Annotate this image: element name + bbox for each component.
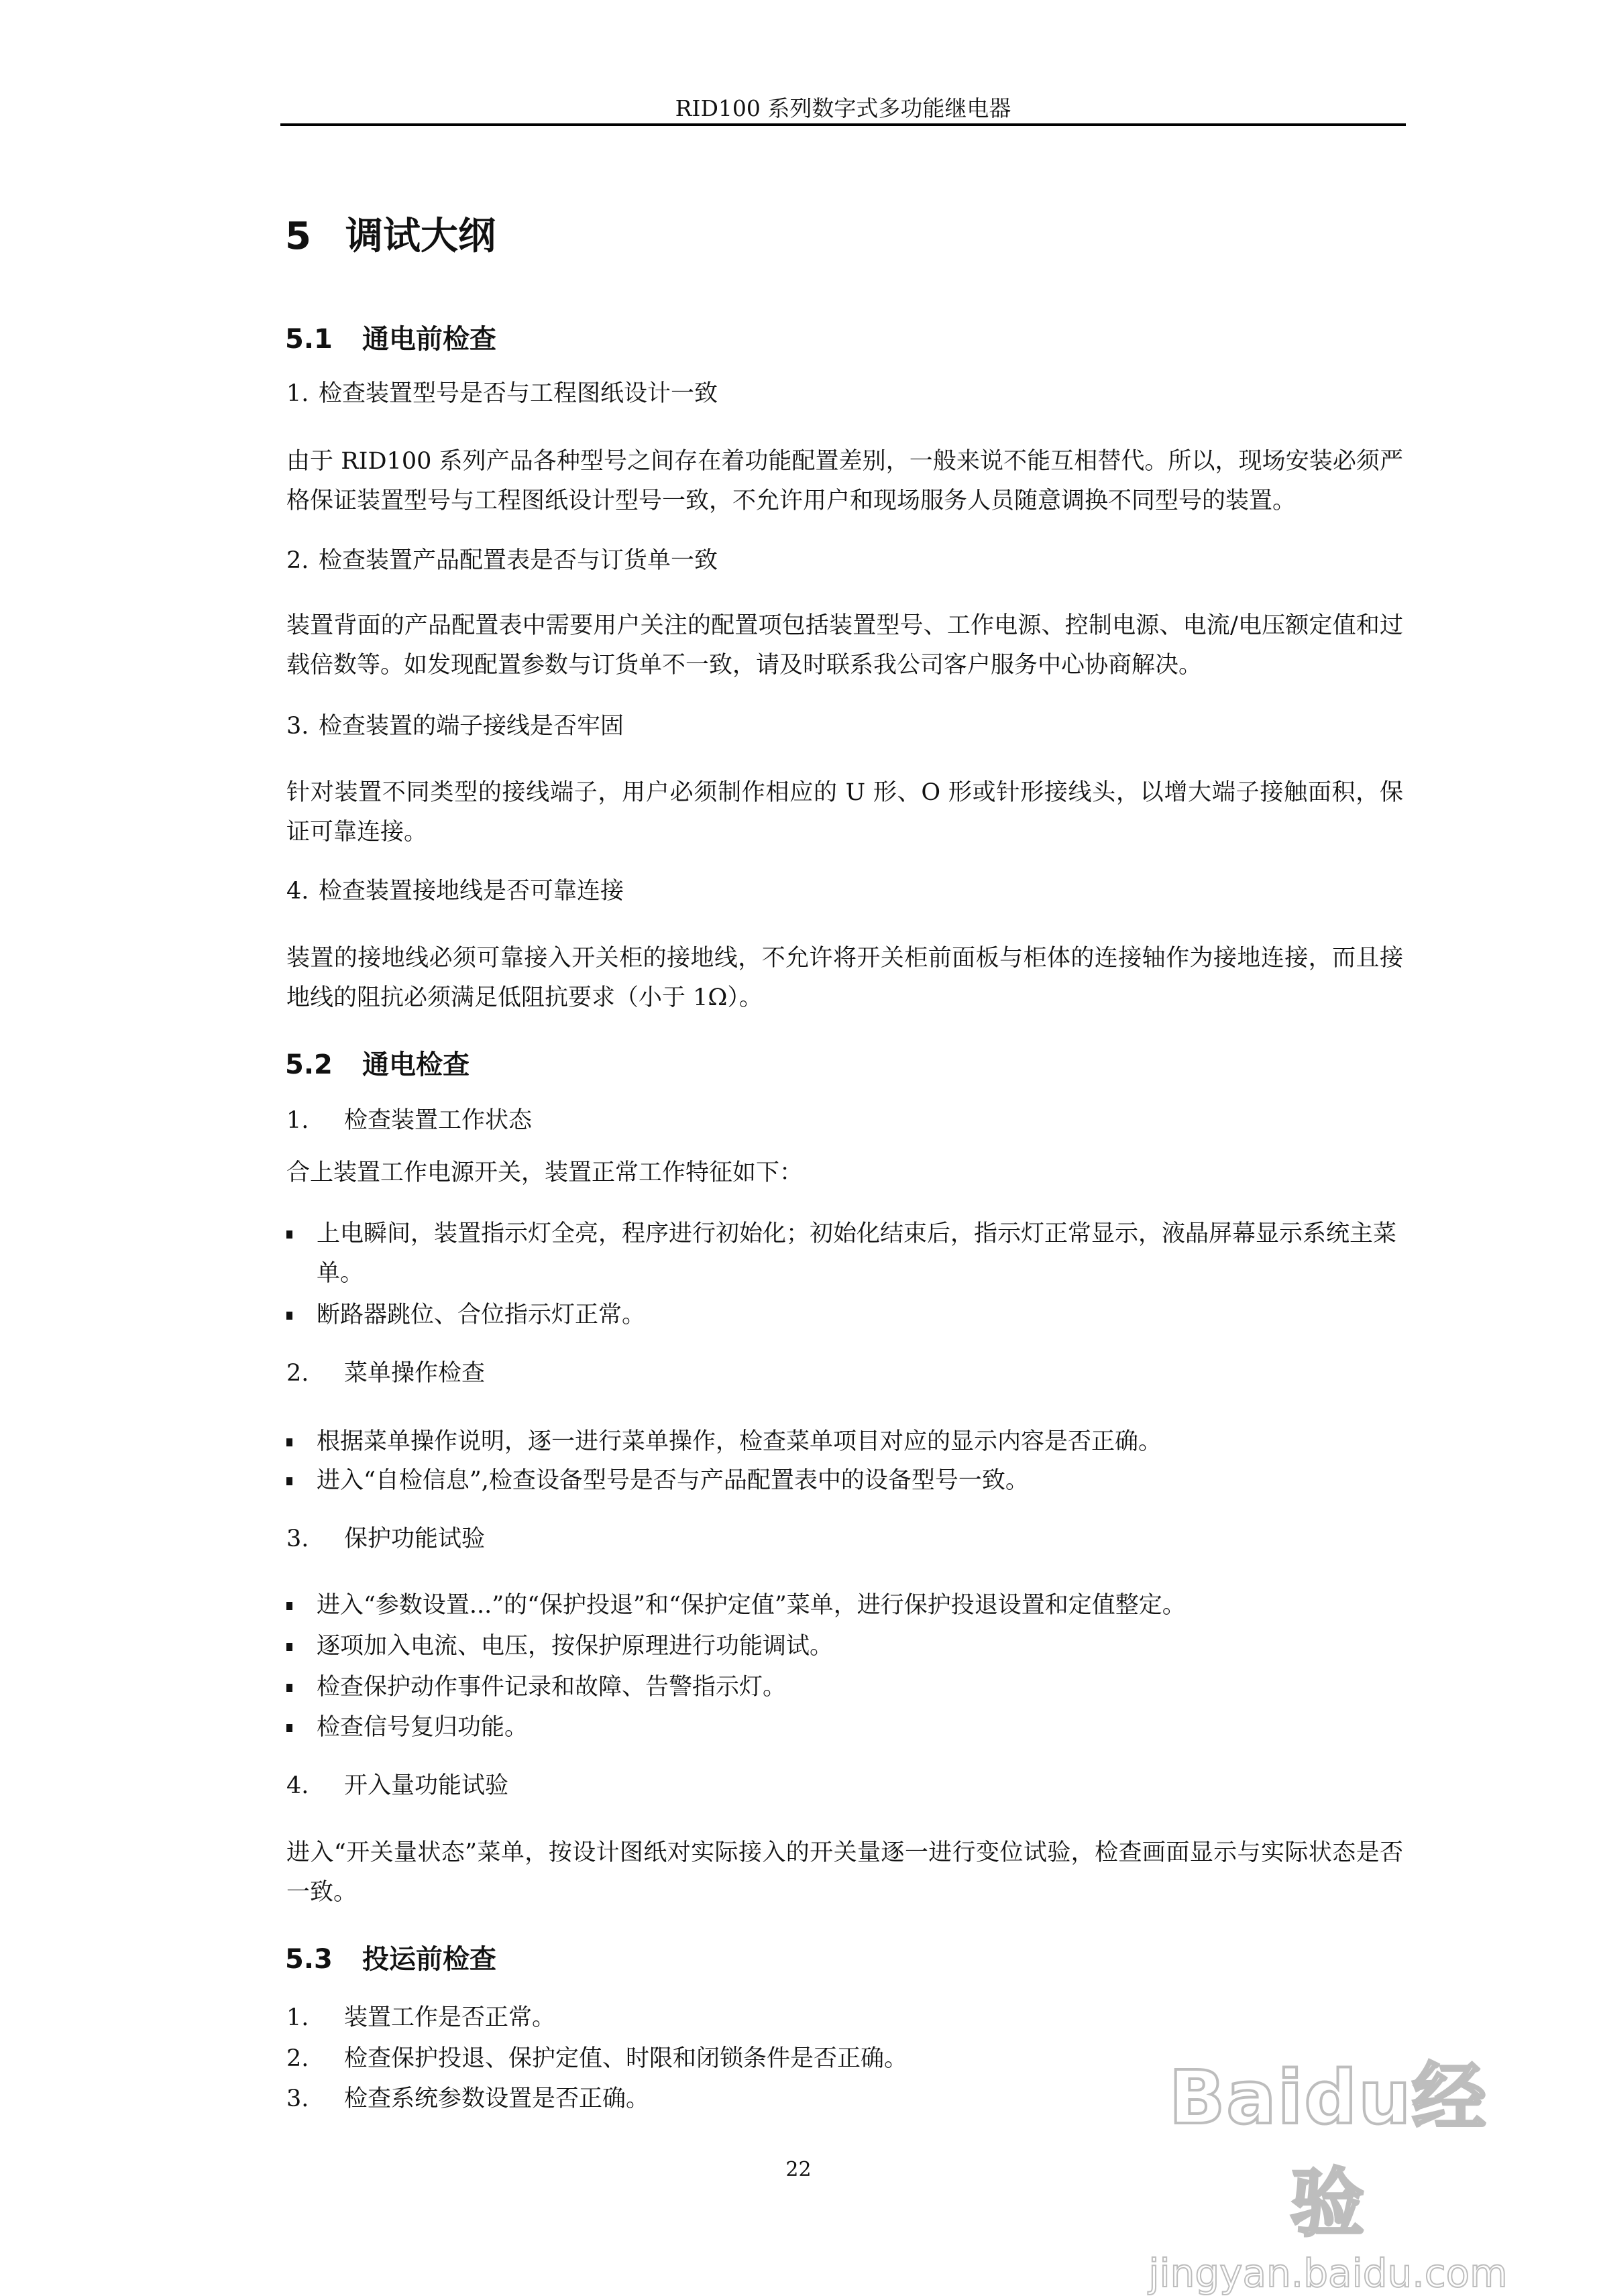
item-number: 3.: [286, 1526, 309, 1552]
item-number: 3.: [286, 713, 309, 740]
bullet-item: [286, 1586, 1403, 1625]
check-item-title: [286, 711, 624, 741]
check-item-title: [286, 876, 624, 906]
paragraph: 进入“开关量状态”菜单，按设计图纸对实际接入的开关量逐一进行变位试验，检查画面显示与实际状态是否一致。: [286, 1839, 1403, 1906]
item-number: 4.: [286, 878, 309, 905]
section-number: 5.2: [285, 1049, 333, 1080]
page-number: 22: [785, 2158, 812, 2181]
item-title: 检查装置产品配置表是否与订货单一致: [319, 547, 718, 574]
item-title: 菜单操作检查: [344, 1360, 486, 1387]
section-heading-5-1: [285, 318, 496, 356]
check-item-title: [286, 379, 718, 408]
paragraph: 由于 RID100 系列产品各种型号之间存在着功能配置差别，一般来说不能互相替代。所以，现场安装必须严格保证装置型号与工程图纸设计型号一致，不允许用户和现场服务人员随意调换不同型号的装置。: [286, 448, 1403, 514]
chapter-heading: [285, 207, 496, 260]
bullet-icon: [286, 1438, 292, 1446]
bullet-item: [286, 1422, 1403, 1462]
item-text: 检查系统参数设置是否正确。: [344, 2085, 650, 2112]
watermark-logo: Baidu经验: [1168, 2055, 1488, 2246]
section-number: 5.1: [285, 324, 333, 355]
bullet-text: 根据菜单操作说明，逐一进行菜单操作，检查菜单项目对应的显示内容是否正确。: [317, 1428, 1162, 1455]
check-item-title: [286, 1359, 485, 1388]
paragraph: 针对装置不同类型的接线端子，用户必须制作相应的 U 形、O 形或针形接线头，以增大端子接触面积，保证可靠连接。: [286, 779, 1403, 846]
item-title: 检查装置接地线是否可靠连接: [319, 878, 624, 905]
header-divider: [280, 123, 1406, 126]
baidu-jingyan-watermark: [1140, 2039, 1516, 2296]
bullet-item: [286, 1214, 1403, 1294]
check-item-title: [286, 1771, 508, 1800]
section-title: 通电前检查: [362, 324, 496, 355]
list-item: [286, 2044, 907, 2073]
item-number: 1.: [286, 380, 309, 407]
section-number: 5.3: [285, 1944, 333, 1975]
bullet-item: [286, 1627, 1403, 1666]
bullet-icon: [286, 1643, 292, 1651]
section-heading-5-3: [285, 1938, 496, 1976]
list-item: [286, 2084, 649, 2114]
bullet-text: 进入“自检信息”,检查设备型号是否与产品配置表中的设备型号一致。: [317, 1467, 1029, 1494]
item-text: 装置工作是否正常。: [344, 2004, 556, 2031]
item-number: 1.: [286, 2004, 309, 2031]
item-title: 保护功能试验: [344, 1526, 486, 1552]
item-number: 2.: [286, 1360, 309, 1387]
paragraph: 装置的接地线必须可靠接入开关柜的接地线，不允许将开关柜前面板与柜体的连接轴作为接地连接，而且接地线的阻抗必须满足低阻抗要求（小于 1Ω）。: [286, 945, 1403, 1011]
bullet-text: 断路器跳位、合位指示灯正常。: [317, 1302, 646, 1328]
bullet-text: 进入“参数设置...”的“保护投退”和“保护定值”菜单，进行保护投退设置和定值整定。: [317, 1592, 1186, 1619]
list-item: [286, 2003, 555, 2032]
bullet-text: 上电瞬间，装置指示灯全亮，程序进行初始化；初始化结束后，指示灯正常显示，液晶屏幕显示系统主菜单。: [317, 1220, 1397, 1287]
check-item-title: [286, 1524, 485, 1554]
paragraph: 合上装置工作电源开关，装置正常工作特征如下：: [286, 1159, 804, 1186]
bullet-text: 检查保护动作事件记录和故障、告警指示灯。: [317, 1674, 787, 1701]
bullet-text: 检查信号复归功能。: [317, 1714, 529, 1741]
bullet-icon: [286, 1477, 292, 1485]
section-title: 通电检查: [362, 1049, 470, 1080]
item-title: 检查装置的端子接线是否牢固: [319, 713, 624, 740]
section-heading-5-2: [285, 1043, 470, 1082]
item-number: 1.: [286, 1107, 309, 1134]
bullet-item: [286, 1461, 1403, 1501]
check-item-title: [286, 546, 718, 575]
item-text: 检查保护投退、保护定值、时限和闭锁条件是否正确。: [344, 2045, 908, 2072]
item-number: 3.: [286, 2085, 309, 2112]
item-number: 2.: [286, 547, 309, 574]
check-item-title: [286, 1106, 532, 1135]
item-title: 检查装置型号是否与工程图纸设计一致: [319, 380, 718, 407]
item-title: 开入量功能试验: [344, 1772, 509, 1799]
bullet-item: [286, 1296, 1403, 1335]
bullet-text: 逐项加入电流、电压，按保护原理进行功能调试。: [317, 1633, 834, 1660]
bullet-icon: [286, 1312, 292, 1320]
bullet-icon: [286, 1684, 292, 1692]
section-title: 投运前检查: [362, 1944, 496, 1975]
paragraph: 装置背面的产品配置表中需要用户关注的配置项包括装置型号、工作电源、控制电源、电流/电压额定值和过载倍数等。如发现配置参数与订货单不一致，请及时联系我公司客户服务中心协商解决。: [286, 612, 1403, 679]
bullet-item: [286, 1708, 1403, 1747]
chapter-title: 调试大纲: [345, 215, 496, 258]
running-header: RID100 系列数字式多功能继电器: [675, 95, 1011, 121]
item-number: 2.: [286, 2045, 309, 2072]
bullet-icon: [286, 1602, 292, 1610]
item-title: 检查装置工作状态: [344, 1107, 533, 1134]
item-number: 4.: [286, 1772, 309, 1799]
bullet-item: [286, 1668, 1403, 1707]
watermark-url: jingyan.baidu.com: [1148, 2250, 1508, 2296]
bullet-icon: [286, 1230, 292, 1239]
chapter-number: 5: [285, 215, 311, 258]
bullet-icon: [286, 1724, 292, 1732]
